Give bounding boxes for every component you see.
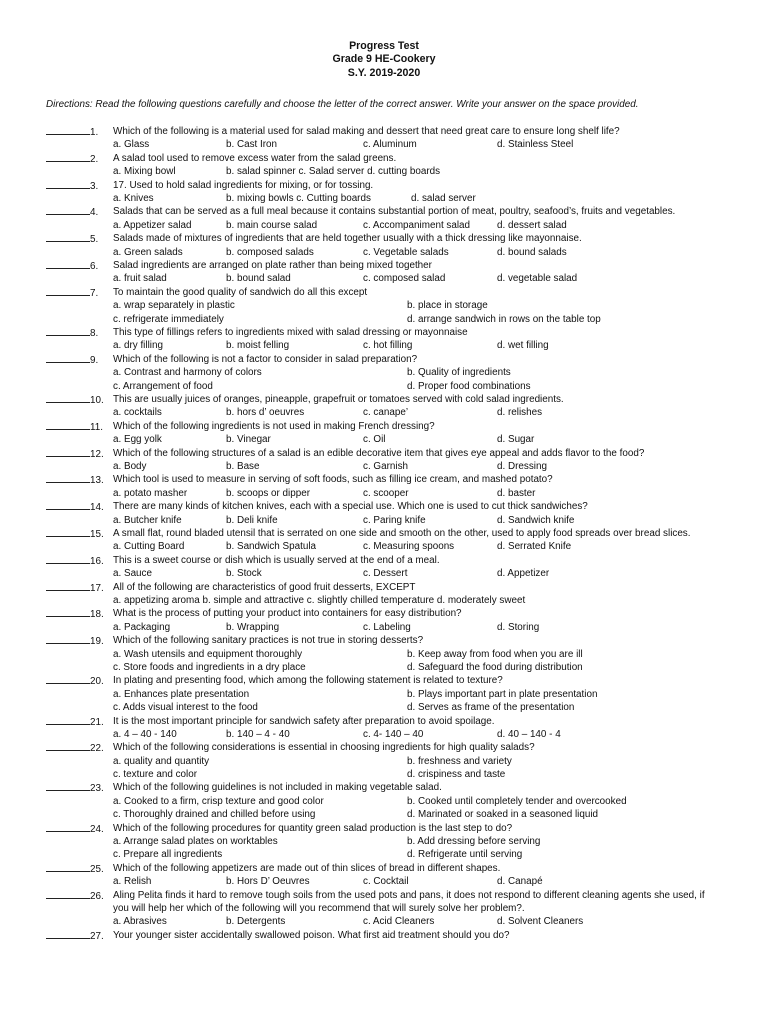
question-number: 25. [90,863,104,875]
question-number: 8. [90,327,99,339]
answer-choice[interactable]: b. Quality of ingredients [407,367,511,379]
answer-blank[interactable] [46,889,104,903]
test-header [0,40,768,80]
choice-row [113,835,723,848]
answer-line[interactable] [46,447,90,457]
answer-choice[interactable]: b. Wrapping [226,621,280,633]
answer-choice[interactable]: d. crispiness and taste [407,769,506,781]
answer-blank[interactable] [46,125,104,139]
answer-choice[interactable]: d. Serrated Knife [497,541,572,553]
question-item [0,554,768,581]
answer-line[interactable] [46,473,90,483]
answer-blank[interactable] [46,715,104,729]
answer-blank[interactable] [46,473,104,487]
answer-blank[interactable] [46,286,104,300]
answer-choice[interactable]: c. Labeling [363,621,411,633]
answer-choice[interactable]: a. Relish [113,876,152,888]
answer-line[interactable] [46,581,90,591]
answer-choice[interactable]: d. Refrigerate until serving [407,849,523,861]
answer-choice[interactable]: b. Sandwich Spatula [226,541,317,553]
answer-choice[interactable]: d. Storing [497,621,540,633]
answer-line[interactable] [46,554,90,564]
answer-blank[interactable] [46,634,104,648]
answer-blank[interactable] [46,607,104,621]
answer-choice[interactable]: d. Appetizer [497,568,550,580]
answer-line[interactable] [46,500,90,510]
question-number: 13. [90,475,104,487]
answer-choice[interactable]: d. wet filling [497,340,549,352]
question-item [0,929,768,942]
answer-choice[interactable]: b. Hors D’ Oeuvres [226,876,310,888]
answer-choice[interactable]: b. Deli knife [226,514,278,526]
answer-blank[interactable] [46,822,104,836]
answer-blank[interactable] [46,674,104,688]
answer-choice[interactable]: c. Thoroughly drained and chilled before using [113,809,316,821]
answer-choice[interactable]: d. vegetable salad [497,273,578,285]
answer-choice[interactable]: d. Solvent Cleaners [497,916,584,928]
answer-choice[interactable]: a. Body [113,460,147,472]
answer-blank[interactable] [46,862,104,876]
answer-line[interactable] [46,527,90,537]
question-item [0,420,768,447]
question-number: 20. [90,676,104,688]
answer-line[interactable] [46,929,90,939]
test-title: Progress Test [349,40,419,52]
choice-row [113,795,723,808]
answer-choice[interactable]: b. Plays important part in plate presentation [407,688,598,700]
answer-choice[interactable]: a. Cooked to a firm, crisp texture and good color [113,795,324,807]
question-item [0,125,768,152]
question-item [0,581,768,608]
question-number: 2. [90,153,99,165]
choice-row [113,192,723,205]
answer-choice[interactable]: c. Oil [363,434,386,446]
answer-choice[interactable]: c. 4- 140 – 40 [363,728,424,740]
answer-choice[interactable]: d. bound salads [497,246,567,258]
school-year: S.Y. 2019-2020 [347,66,421,79]
answer-choice[interactable]: a. quality and quantity [113,755,210,767]
question-text: 3. 17. Used to hold salad ingredients for mixing, or for tossing. [0,179,768,192]
question-text: 24. Which of the following procedures for quantity green salad production is the last step to do? [0,822,768,835]
choice-row [113,514,723,527]
answer-choice[interactable]: b. Keep away from food when you are ill [407,648,583,660]
question-number: 23. [90,783,104,795]
answer-choice[interactable]: c. composed salad [363,273,446,285]
question-list [0,125,768,942]
question-number: 9. [90,354,99,366]
answer-choice[interactable]: b. Add dressing before serving [407,836,541,848]
choice-row [113,380,723,393]
question-text: 15. A small flat, round bladed utensil that is serrated on one side and smooth on the other, used to apply food spreads over bread slices. [0,527,768,540]
choice-row [113,688,723,701]
question-number: 27. [90,930,104,942]
question-text: 25. Which of the following appetizers are made out of thin slices of bread in different shapes. [0,862,768,875]
answer-choice[interactable]: a. Glass [113,139,150,151]
answer-choice[interactable]: c. refrigerate immediately [113,313,224,325]
answer-choice[interactable]: a. Mixing bowl [113,166,176,178]
answer-line[interactable] [46,259,90,269]
question-number: 17. [90,582,104,594]
answer-choice[interactable]: b. Stock [226,568,262,580]
answer-choice[interactable]: d. Stainless Steel [497,139,574,151]
choice-row [113,165,723,178]
answer-choice[interactable]: b. Cast Iron [226,139,278,151]
question-item [0,473,768,500]
choice-row [113,728,723,741]
question-text: 4. Salads that can be served as a full meal because it contains substantial portion of meat, poultry, seafood’s, fruits and vegetables. [0,205,768,218]
question-item [0,353,768,393]
question-text: 22. Which of the following considerations is essential in choosing ingredients for high quality salads? [0,741,768,754]
answer-blank[interactable] [46,205,104,219]
answer-choice[interactable]: a. Contrast and harmony of colors [113,367,262,379]
answer-choice[interactable]: d. Proper food combinations [407,380,531,392]
answer-blank[interactable] [46,353,104,367]
answer-blank[interactable] [46,179,104,193]
answer-line[interactable] [46,286,90,296]
answer-blank[interactable] [46,581,104,595]
choice-row [113,339,723,352]
answer-choice[interactable]: a. Appetizer salad [113,219,192,231]
question-item [0,607,768,634]
answer-line[interactable] [46,862,90,872]
answer-choice[interactable]: d. 40 – 140 - 4 [497,728,561,740]
answer-choice[interactable]: b. hors d’ oeuvres [226,407,305,419]
choice-row [113,594,723,607]
answer-blank[interactable] [46,554,104,568]
answer-choice[interactable]: d. Canapé [497,876,543,888]
question-item [0,889,768,929]
answer-choice[interactable]: a. Egg yolk [113,434,162,446]
choice-row [113,487,723,500]
answer-line[interactable] [46,674,90,684]
question-item [0,286,768,326]
answer-choice[interactable]: c. Paring knife [363,514,426,526]
answer-line[interactable] [46,232,90,242]
question-text: 8. This type of fillings refers to ingredients mixed with salad dressing or mayonnaise [0,326,768,339]
question-item [0,326,768,353]
question-item [0,500,768,527]
question-number: 22. [90,743,104,755]
answer-choice[interactable]: c. hot filling [363,340,413,352]
question-number: 7. [90,287,99,299]
answer-choice[interactable]: d. Safeguard the food during distribution [407,661,583,673]
choice-row [113,621,723,634]
question-number: 11. [90,421,103,433]
answer-choice[interactable]: a. fruit salad [113,273,167,285]
answer-choice[interactable]: a. 4 – 40 - 140 [113,728,177,740]
choice-row [113,138,723,151]
answer-choice[interactable]: c. Adds visual interest to the food [113,702,258,714]
choice-row [113,460,723,473]
answer-choice[interactable]: b. scoops or dipper [226,487,310,499]
choice-row [113,848,723,861]
answer-choice[interactable]: c. Measuring spoons [363,541,455,553]
answer-line[interactable] [46,420,90,430]
answer-choice[interactable]: a. Packaging [113,621,171,633]
answer-blank[interactable] [46,741,104,755]
question-item [0,152,768,179]
answer-choice[interactable]: c. Prepare all ingredients [113,849,223,861]
question-text: 12. Which of the following structures of a salad is an edible decorative item that gives eye appeal and adds flavor to the food? [0,447,768,460]
question-text: 20. In plating and presenting food, which among the following statement is related to texture? [0,674,768,687]
question-text: 5. Salads made of mixtures of ingredients that are held together usually with a thick dressing like mayonnaise. [0,232,768,245]
question-number: 10. [90,394,104,406]
question-number: 19. [90,636,104,648]
choice-row [113,915,723,928]
question-text: 2. A salad tool used to remove excess water from the salad greens. [0,152,768,165]
answer-choice[interactable]: c. texture and color [113,769,197,781]
answer-choice[interactable]: a. Green salads [113,246,183,258]
choice-row [113,755,723,768]
choice-row [113,246,723,259]
answer-choice[interactable]: c. Aluminum [363,139,417,151]
question-item [0,634,768,674]
answer-choice[interactable]: c. scooper [363,487,409,499]
question-text: 7. To maintain the good quality of sandwich do all this except [0,286,768,299]
answer-choice[interactable]: a. Enhances plate presentation [113,688,250,700]
answer-line[interactable] [46,822,90,832]
answer-choice[interactable]: b. Vinegar [226,434,271,446]
answer-choice[interactable]: a. Butcher knife [113,514,182,526]
answer-choice[interactable]: a. appetizing aroma b. simple and attractive c. slightly chilled temperature d. moderately sweet [113,594,526,606]
answer-choice[interactable]: c. Accompaniment salad [363,219,471,231]
question-text: 14. There are many kinds of kitchen knives, each with a special use. Which one is used to cut thick sandwiches? [0,500,768,513]
answer-choice[interactable]: d. Dressing [497,460,547,472]
answer-choice[interactable]: b. mixing bowls c. Cutting boards [226,193,371,204]
answer-choice[interactable]: c. Acid Cleaners [363,916,435,928]
answer-choice[interactable]: a. cocktails [113,407,162,419]
answer-choice[interactable]: d. relishes [497,407,543,419]
answer-blank[interactable] [46,527,104,541]
question-number: 18. [90,609,104,621]
choice-row [113,433,723,446]
answer-choice[interactable]: b. place in storage [407,300,488,312]
answer-choice[interactable]: a. wrap separately in plastic [113,300,235,312]
answer-blank[interactable] [46,447,104,461]
answer-line[interactable] [46,741,90,751]
answer-choice[interactable]: b. freshness and variety [407,755,512,767]
answer-blank[interactable] [46,152,104,166]
question-item [0,822,768,862]
answer-choice[interactable]: d. baster [497,487,536,499]
answer-choice[interactable]: b. moist felling [226,340,290,352]
answer-choice[interactable]: b. Cooked until completely tender and overcooked [407,795,627,807]
answer-blank[interactable] [46,232,104,246]
question-number: 6. [90,260,99,272]
answer-choice[interactable]: d. arrange sandwich in rows on the table top [407,313,601,325]
answer-line[interactable] [46,326,90,336]
question-number: 3. [90,180,99,192]
choice-row [113,661,723,674]
answer-line[interactable] [46,781,90,791]
test-subtitle: Grade 9 HE-Cookery [332,53,436,66]
question-number: 1. [90,127,99,138]
question-text: 19. Which of the following sanitary practices is not true in storing desserts? [0,634,768,647]
question-text: 1. Which of the following is a material used for salad making and dessert that need great care to ensure long shelf life? [0,125,768,138]
question-number: 14. [90,502,104,514]
choice-row [113,768,723,781]
answer-choice[interactable]: b. composed salads [226,246,314,258]
question-text: 26. Aling Pelita finds it hard to remove tough soils from the used pots and pans, it does not respond to different cleaning agents she used, if you will help her which of the following will you recommend that will surely solve her problem?. [0,889,768,916]
answer-line[interactable] [46,205,90,215]
answer-line[interactable] [46,889,90,899]
question-text: 10. This are usually juices of oranges, pineapple, grapefruit or tomatoes served with cold salad ingredients. [0,393,768,406]
directions: Directions: Read the following questions carefully and choose the letter of the correct answer. Write your answer on the space provided. [46,99,639,110]
answer-line[interactable] [46,125,90,135]
answer-blank[interactable] [46,326,104,340]
answer-choice[interactable]: d. Marinated or soaked in a seasoned liquid [407,809,599,821]
answer-choice[interactable]: b. main course salad [226,219,318,231]
answer-choice[interactable]: d. Serves as frame of the presentation [407,702,575,714]
question-number: 26. [90,890,104,902]
question-text: 21. It is the most important principle for sandwich safety after preparation to avoid spoilage. [0,715,768,728]
choice-row [113,313,723,326]
answer-line[interactable] [46,393,90,403]
answer-line[interactable] [46,152,90,162]
choice-row [113,567,723,580]
choice-row [113,701,723,714]
choice-row [113,299,723,312]
choice-row [113,219,723,232]
answer-choice[interactable]: c. Arrangement of food [113,380,213,392]
choice-row [113,808,723,821]
answer-choice[interactable]: c. Garnish [363,460,409,472]
question-text: 13. Which tool is used to measure in serving of soft foods, such as filling ice cream, and mashed potato? [0,473,768,486]
question-number: 24. [90,823,104,835]
question-number: 15. [90,528,104,540]
answer-choice[interactable]: c. canape’ [363,407,409,419]
question-number: 16. [90,555,104,567]
question-text: 16. This is a sweet course or dish which is usually served at the end of a meal. [0,554,768,567]
question-item [0,179,768,206]
choice-row [113,406,723,419]
answer-line[interactable] [46,353,90,363]
answer-choice[interactable]: a. Cutting Board [113,541,185,553]
answer-choice[interactable]: b. bound salad [226,273,291,285]
question-text: 23. Which of the following guidelines is not included in making vegetable salad. [0,781,768,794]
question-text: 27. Your younger sister accidentally swallowed poison. What first aid treatment should you do? [0,929,768,942]
answer-choice[interactable]: b. Detergents [226,916,286,928]
answer-line[interactable] [46,607,90,617]
answer-line[interactable] [46,179,90,189]
answer-choice[interactable]: c. Cocktail [363,876,409,888]
answer-choice[interactable]: c. Store foods and ingredients in a dry place [113,661,306,673]
question-item [0,781,768,821]
answer-blank[interactable] [46,781,104,795]
answer-choice[interactable]: c. Vegetable salads [363,246,449,258]
question-item [0,205,768,232]
choice-row [113,272,723,285]
answer-choice[interactable]: b. salad spinner c. Salad server d. cutting boards [226,166,441,178]
choice-row [113,648,723,661]
answer-choice[interactable]: d. Sandwich knife [497,514,575,526]
answer-blank[interactable] [46,500,104,514]
answer-line[interactable] [46,634,90,644]
question-item [0,393,768,420]
question-item [0,447,768,474]
answer-line[interactable] [46,715,90,725]
question-number: 12. [90,448,104,460]
question-text: 18. What is the process of putting your product into containers for easy distribution? [0,607,768,620]
question-item [0,527,768,554]
question-item [0,741,768,781]
question-number: 5. [90,234,99,246]
question-number: 21. [90,716,104,728]
answer-blank[interactable] [46,393,104,407]
answer-choice[interactable]: b. 140 – 4 - 40 [226,728,290,740]
answer-choice[interactable]: a. potato masher [113,487,188,499]
answer-blank[interactable] [46,420,104,434]
question-item [0,674,768,714]
question-item [0,232,768,259]
question-text: 6. Salad ingredients are arranged on plate rather than being mixed together [0,259,768,272]
answer-choice[interactable]: b. Base [226,460,260,472]
answer-blank[interactable] [46,259,104,273]
answer-choice[interactable]: a. dry filling [113,340,163,352]
question-item [0,715,768,742]
question-text: 17. All of the following are characteristics of good fruit desserts, EXCEPT [0,581,768,594]
question-item [0,259,768,286]
answer-choice[interactable]: d. dessert salad [497,219,567,231]
answer-choice[interactable]: a. Wash utensils and equipment thoroughly [113,648,303,660]
answer-choice[interactable]: d. salad server [411,193,476,204]
answer-blank[interactable] [46,929,104,943]
answer-choice[interactable]: c. Dessert [363,568,408,580]
answer-choice[interactable]: a. Arrange salad plates on worktables [113,836,278,848]
choice-row [113,875,723,888]
question-text: 9. Which of the following is not a factor to consider in salad preparation? [0,353,768,366]
answer-choice[interactable]: a. Abrasives [113,916,167,928]
answer-choice[interactable]: a. Sauce [113,568,152,580]
question-text: 11. Which of the following ingredients is not used in making French dressing? [0,420,768,433]
choice-row [113,540,723,553]
answer-choice[interactable]: a. Knives [113,193,154,204]
question-item [0,862,768,889]
question-number: 4. [90,207,99,219]
choice-row [113,366,723,379]
answer-choice[interactable]: d. Sugar [497,434,535,446]
